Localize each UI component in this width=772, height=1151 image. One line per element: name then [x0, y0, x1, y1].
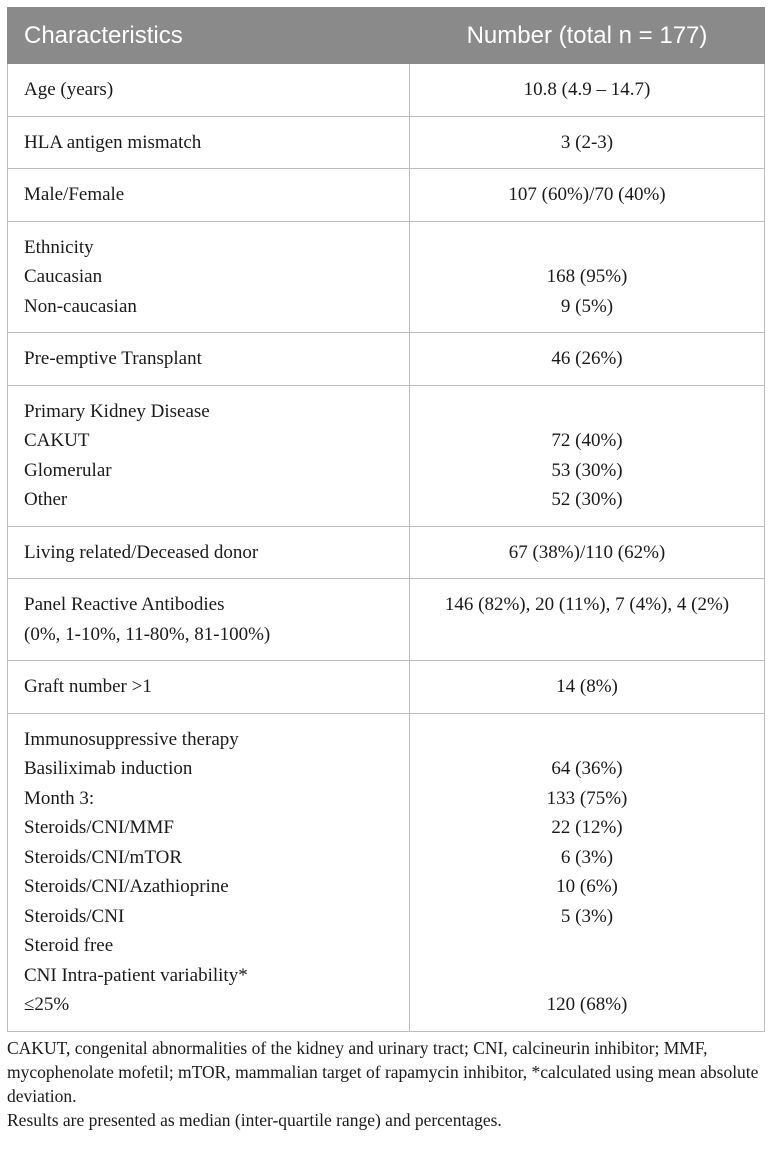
number-value: 146 (82%), 20 (11%), 7 (4%), 4 (2%) — [444, 594, 730, 615]
number-value: 168 (95%) — [546, 266, 628, 287]
characteristic-cell — [8, 579, 410, 661]
table-row — [8, 64, 765, 117]
number-value: 52 (30%) — [551, 489, 623, 510]
characteristic-label: CAKUT — [24, 430, 90, 451]
number-cell — [410, 64, 765, 117]
characteristic-label: Pre-emptive Transplant — [24, 348, 202, 369]
characteristic-label: Immunosuppressive therapy — [24, 728, 239, 750]
number-cell — [410, 169, 765, 222]
number-value: 107 (60%)/70 (40%) — [508, 184, 666, 205]
number-value — [414, 961, 760, 991]
number-cell — [410, 385, 765, 526]
characteristic-cell — [8, 64, 410, 117]
characteristic-label: CNI Intra-patient variability* — [24, 964, 248, 986]
characteristic-label: (0%, 1-10%, 11-80%, 81-100%) — [24, 623, 271, 645]
number-value: 22 (12%) — [551, 817, 623, 838]
characteristic-label: Primary Kidney Disease — [24, 400, 210, 422]
table-row — [8, 169, 765, 222]
characteristic-label: Ethnicity — [24, 236, 94, 258]
number-value: 46 (26%) — [551, 348, 623, 369]
characteristic-label: ≤25% — [24, 994, 70, 1015]
characteristic-label: Steroids/CNI/Azathioprine — [24, 876, 229, 897]
characteristic-cell — [8, 713, 410, 1031]
characteristic-label: Non-caucasian — [24, 295, 137, 317]
number-cell — [410, 713, 765, 1031]
characteristic-cell — [8, 385, 410, 526]
number-cell — [410, 333, 765, 386]
number-value: 120 (68%) — [546, 994, 628, 1015]
characteristic-cell — [8, 526, 410, 579]
number-value: 72 (40%) — [551, 430, 623, 451]
characteristic-label: Basiliximab induction — [24, 758, 193, 779]
table-row — [8, 221, 765, 333]
number-cell — [410, 116, 765, 169]
characteristic-label: Steroids/CNI/mTOR — [24, 846, 182, 868]
value-spacer — [414, 725, 760, 755]
number-value: 133 (75%) — [546, 787, 628, 809]
header-number-total: Number (total n = 177) — [410, 8, 765, 64]
table-body — [8, 64, 765, 1032]
number-value: 10.8 (4.9 – 14.7) — [523, 79, 651, 100]
characteristic-cell — [8, 169, 410, 222]
characteristic-label: HLA antigen mismatch — [24, 131, 202, 153]
number-value: 10 (6%) — [556, 876, 618, 897]
table-row — [8, 333, 765, 386]
number-value: 67 (38%)/110 (62%) — [508, 541, 666, 563]
characteristic-label: Other — [24, 489, 68, 510]
number-value: 3 (2-3) — [560, 131, 614, 153]
footnote-results-note: Results are presented as median (inter-quartile range) and percentages. — [7, 1110, 502, 1130]
header-characteristics: Characteristics — [8, 8, 410, 64]
number-value: 6 (3%) — [560, 846, 614, 868]
characteristic-cell — [8, 221, 410, 333]
number-cell — [410, 221, 765, 333]
table-row — [8, 526, 765, 579]
table-footnotes — [7, 1036, 767, 1132]
number-value: 5 (3%) — [560, 905, 614, 927]
characteristic-label: Month 3: — [24, 787, 95, 809]
number-cell — [410, 661, 765, 714]
characteristics-table — [7, 7, 765, 1032]
characteristic-label: Graft number >1 — [24, 676, 152, 697]
table-header-row — [8, 8, 765, 64]
characteristic-cell — [8, 661, 410, 714]
characteristic-label: Male/Female — [24, 184, 125, 205]
characteristic-label: Panel Reactive Antibodies — [24, 594, 225, 615]
number-value: 53 (30%) — [551, 459, 623, 481]
number-cell — [410, 526, 765, 579]
number-cell — [410, 579, 765, 661]
characteristic-label: Steroids/CNI — [24, 905, 125, 927]
characteristic-cell — [8, 116, 410, 169]
characteristic-label: Glomerular — [24, 459, 112, 481]
value-spacer — [414, 233, 760, 263]
table-row — [8, 116, 765, 169]
characteristic-label: Steroids/CNI/MMF — [24, 817, 174, 838]
footnote-abbreviations: CAKUT, congenital abnormalities of the kidney and urinary tract; CNI, calcineurin inhibitor; MMF, mycophenolate mofetil; mTOR, mammalian target of rapamycin inhibitor, *calculated using mean absolute deviation. — [7, 1038, 759, 1106]
table-row — [8, 579, 765, 661]
characteristic-label: Caucasian — [24, 266, 103, 287]
characteristic-label: Living related/Deceased donor — [24, 541, 259, 563]
table-row — [8, 385, 765, 526]
characteristic-label: Age (years) — [24, 79, 114, 100]
table-row — [8, 661, 765, 714]
number-value: 64 (36%) — [551, 758, 623, 779]
characteristic-cell — [8, 333, 410, 386]
number-value: 9 (5%) — [560, 295, 614, 317]
table-row — [8, 713, 765, 1031]
characteristic-label: Steroid free — [24, 935, 114, 956]
number-value — [414, 931, 760, 961]
number-value: 14 (8%) — [556, 676, 618, 697]
value-spacer — [414, 397, 760, 427]
characteristics-table-container — [7, 7, 764, 1032]
